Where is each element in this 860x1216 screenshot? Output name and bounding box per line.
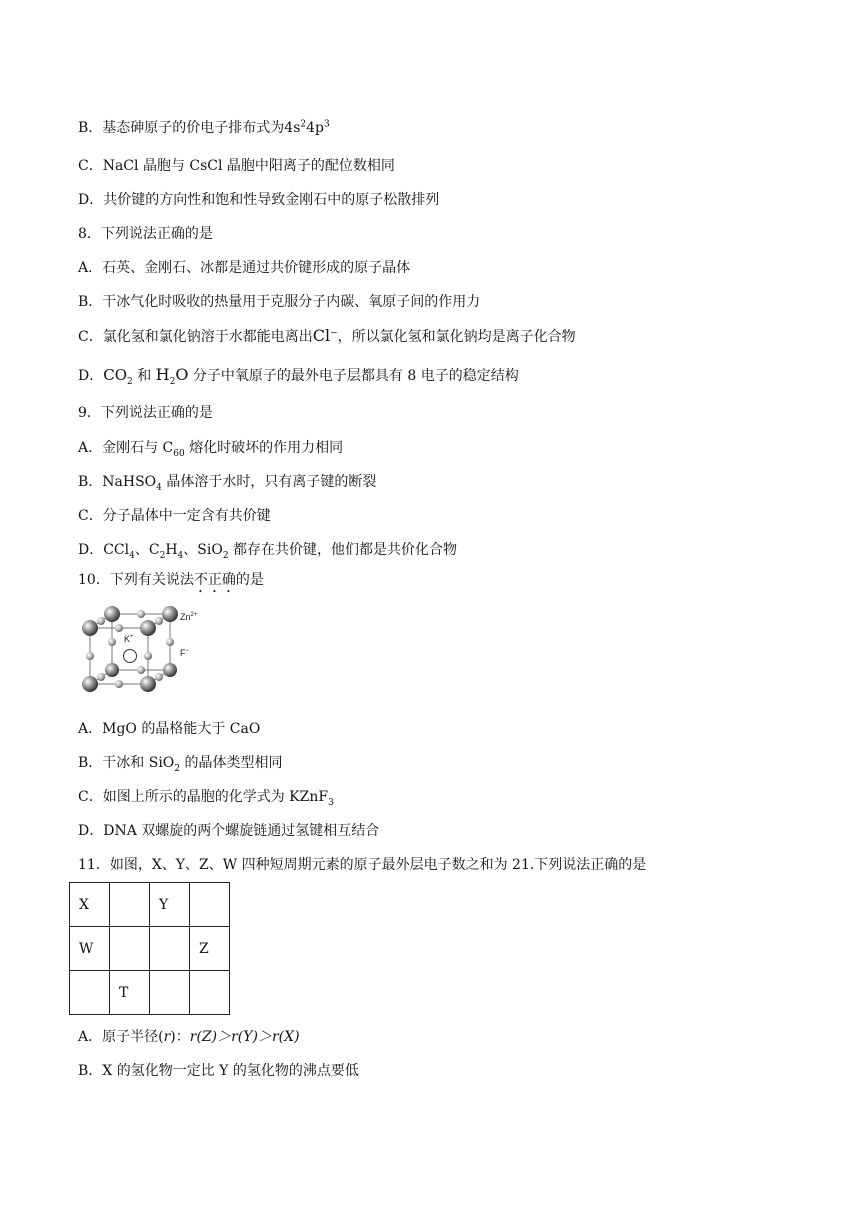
- option-text: 的晶体类型相同: [180, 755, 283, 771]
- zn-ion: [140, 620, 156, 636]
- grid-cell: [190, 971, 230, 1015]
- option-text: C．NaCl 晶胞与 CsCl 晶胞中阳离子的配位数相同: [78, 158, 395, 174]
- option-text: 、C: [134, 542, 160, 558]
- emphasized-text: 不正确: [193, 572, 236, 588]
- option-text: C．如图上所示的晶胞的化学式为 KZnF: [78, 789, 329, 805]
- f-ion: [137, 610, 145, 618]
- option-9a: [78, 438, 343, 458]
- chloride-ion: Cl: [312, 326, 331, 345]
- f-ion: [155, 673, 163, 681]
- option-7c: [78, 156, 395, 176]
- f-ion: [144, 652, 152, 660]
- question-10: [78, 570, 264, 596]
- option-text: B．干冰气化时吸收的热量用于克服分子内碳、氧原子间的作用力: [78, 294, 481, 310]
- grid-cell: W: [70, 927, 110, 971]
- formula-co2: CO: [103, 366, 128, 384]
- question-text: 10．下列有关说法: [78, 572, 194, 588]
- italic-variable: r: [163, 1029, 171, 1045]
- option-text: C．氯化氢和氯化钠溶于水都能电离出: [78, 329, 313, 345]
- superscript: 3: [324, 119, 330, 130]
- option-text: A．金刚石与 C: [78, 440, 174, 456]
- label-zn: $Zn^{2+}$: [180, 612, 198, 622]
- f-ion: [115, 680, 123, 688]
- option-8a: [78, 258, 410, 278]
- k-ion: [124, 650, 137, 663]
- question-text: 的是: [235, 572, 264, 588]
- zn-ion: [82, 676, 98, 692]
- subscript: 2: [169, 376, 176, 387]
- radius-comparison: r(Z)＞r(Y)＞r(X): [189, 1029, 300, 1045]
- grid-cell: [190, 883, 230, 927]
- f-ion: [97, 617, 105, 625]
- option-text: ，所以氯化氢和氯化钠均是离子化合物: [337, 329, 576, 345]
- grid-cell: T: [110, 971, 150, 1015]
- question-text: 9．下列说法正确的是: [78, 405, 213, 421]
- option-text: 晶体溶于水时，只有离子键的断裂: [161, 474, 377, 490]
- superscript: −: [330, 328, 338, 339]
- option-9d: [78, 540, 457, 560]
- option-text: A．原子半径(: [78, 1029, 164, 1045]
- zn-ion: [140, 676, 156, 692]
- option-10c: [78, 787, 334, 807]
- f-ion: [86, 652, 94, 660]
- option-8c: [78, 326, 576, 347]
- zn-ion: [163, 663, 177, 677]
- zn-ion: [105, 663, 119, 677]
- option-text: 4p: [306, 120, 324, 136]
- superscript: 2: [300, 119, 307, 130]
- subscript: 3: [328, 797, 334, 808]
- label-f: F−: [180, 648, 190, 658]
- grid-cell: Y: [150, 883, 190, 927]
- subscript: 4: [177, 550, 184, 561]
- f-ion: [137, 666, 145, 674]
- option-7d: [78, 190, 439, 210]
- grid-cell: Z: [190, 927, 230, 971]
- option-text: B．NaHSO: [78, 474, 157, 490]
- question-text: 11．如图，X、Y、Z、W 四种短周期元素的原子最外层电子数之和为 21.下列说法正确的是: [78, 857, 647, 873]
- option-text: 熔化时破坏的作用力相同: [184, 440, 344, 456]
- zn-ion: [104, 606, 120, 622]
- option-10d: [78, 821, 379, 841]
- option-9c: [78, 506, 271, 526]
- subscript: 4: [156, 482, 162, 493]
- f-ion: [115, 624, 123, 632]
- option-8d: [78, 365, 519, 386]
- grid-row: [70, 971, 230, 1015]
- subscript: 2: [174, 763, 181, 774]
- option-text: A．石英、金刚石、冰都是通过共价键形成的原子晶体: [78, 260, 411, 276]
- subscript: 2: [222, 550, 229, 561]
- option-text: B．基态砷原子的价电子排布式为4s: [78, 120, 301, 136]
- option-11a: [78, 1027, 300, 1047]
- option-text: D．共价键的方向性和饱和性导致金刚石中的原子松散排列: [78, 192, 440, 208]
- question-9: [78, 403, 213, 423]
- zn-ion: [162, 606, 178, 622]
- periodic-grid: [69, 882, 230, 1015]
- question-11: [78, 855, 646, 875]
- option-11b: [78, 1061, 359, 1081]
- subscript: 4: [129, 550, 135, 561]
- option-7b: [78, 118, 330, 138]
- grid-cell: [110, 927, 150, 971]
- option-text: 和: [132, 368, 156, 384]
- subscript: 2: [127, 376, 133, 387]
- option-8b: [78, 292, 480, 312]
- grid-cell: [70, 971, 110, 1015]
- option-text: B．X 的氢化物一定比 Y 的氢化物的沸点要低: [78, 1063, 359, 1079]
- question-8: [78, 224, 213, 244]
- option-text: D．: [78, 368, 104, 384]
- grid-cell: [150, 971, 190, 1015]
- f-ion: [108, 638, 116, 646]
- option-text: 都存在共价键，他们都是共价化合物: [228, 542, 458, 558]
- zn-ion: [82, 620, 98, 636]
- option-9b: [78, 472, 376, 492]
- option-10a: [78, 719, 260, 739]
- option-text: B．干冰和 SiO: [78, 755, 175, 771]
- option-text: D．CCl: [78, 542, 130, 558]
- option-text: 、SiO: [183, 542, 223, 558]
- grid-cell: [150, 927, 190, 971]
- grid-row: [70, 927, 230, 971]
- formula-h2o: H: [155, 365, 170, 384]
- grid-cell: X: [70, 883, 110, 927]
- option-text: H: [165, 542, 178, 558]
- question-text: 8．下列说法正确的是: [78, 226, 213, 242]
- f-ion: [155, 617, 163, 625]
- formula-h2o: O: [175, 365, 189, 384]
- subscript: 2: [159, 550, 166, 561]
- option-text: )：: [170, 1029, 190, 1045]
- subscript: 60: [173, 448, 185, 459]
- f-ion: [166, 638, 174, 646]
- option-text: 分子中氧原子的最外电子层都具有 8 电子的稳定结构: [188, 368, 519, 384]
- grid-row: [70, 883, 230, 927]
- option-text: C．分子晶体中一定含有共价键: [78, 508, 271, 524]
- option-text: A．MgO 的晶格能大于 CaO: [78, 721, 261, 737]
- grid-cell: [110, 883, 150, 927]
- label-k: K+: [124, 634, 134, 644]
- f-ion: [97, 673, 105, 681]
- option-text: D．DNA 双螺旋的两个螺旋链通过氢键相互结合: [78, 823, 380, 839]
- crystal-cell-figure: [76, 604, 210, 706]
- option-10b: [78, 753, 282, 773]
